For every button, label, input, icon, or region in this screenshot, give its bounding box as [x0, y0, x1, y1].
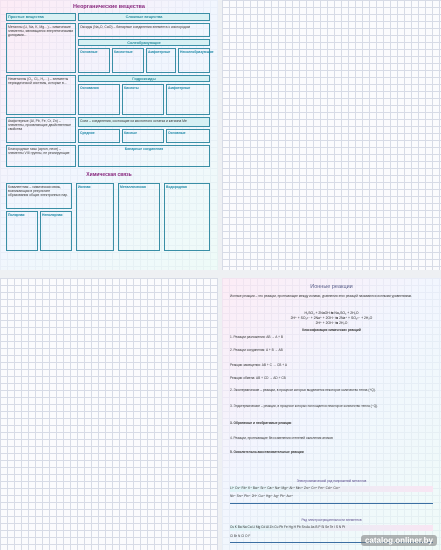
- salt-forming-header: Солеобразующие: [78, 39, 210, 46]
- reaction-no-oxidation: 4. Реакции, протекающие без изменения степеней окисления атомов: [230, 436, 333, 440]
- acid-salts: Кислые: [122, 129, 164, 143]
- amph-hydroxides-cell: Амфотерные: [166, 84, 210, 115]
- electronegativity-row2: Cl Br N Cl O F: [230, 534, 251, 538]
- reaction-exchange: Реакции обмена: AB + CD → AD + CB: [230, 376, 286, 380]
- covalent-cell: Ковалентная – химическая связь, возникающая в результате образования общих электронных пар.: [6, 183, 72, 209]
- reaction-exothermic: 2. Экзотермические – реакции, в процессе которых выделяется некоторое количество тепла (+Q).: [230, 388, 376, 392]
- ionic-cell: Ионная: [76, 183, 114, 251]
- ionic-title: Ионные реакции: [310, 284, 353, 290]
- page-bottom-right: [222, 278, 441, 550]
- nonpolar-cell: Неполярная: [40, 211, 72, 251]
- classification-title: Классификация химических реакций: [302, 328, 361, 332]
- basic-salts: Основные: [166, 129, 210, 143]
- voltage-series-title: Электрохимический ряд напряжений металлов: [296, 479, 367, 483]
- page-top-right: [222, 0, 441, 270]
- ionic-intro: Ионные реакции – это реакции, протекающие между ионами, уравнения этих реакций называются ионными уравнениями.: [230, 294, 413, 298]
- binary-compounds: Бинарные соединения: [78, 145, 210, 167]
- polar-cell: Полярная: [6, 211, 38, 251]
- page-top-left: [0, 0, 218, 270]
- metals-cell: Металлы (Li, Na, K, Mg…) – химические элементы, являющиеся энергетическими донорами...: [6, 23, 76, 73]
- reaction-endothermic: 3. Эндотермические – реакции, в процессе которых поглощается некоторое количество тепла (−Q).: [230, 404, 379, 408]
- voltage-series-row2: Ni²⁺ Sn²⁺ Pb²⁺ 2H⁺ Cu²⁺ Hg²⁺ Ag⁺ Pt²⁺ Au³⁺: [230, 494, 294, 498]
- voltage-arrow: [230, 503, 433, 504]
- voltage-series-row1: Li⁺ Cs⁺ Rb⁺ K⁺ Ba²⁺ Sr²⁺ Ca²⁺ Na⁺ Mg²⁺ Al³⁺ Mn²⁺ Zn²⁺ Cr³⁺ Fe²⁺ Cd²⁺ Co²⁺: [230, 486, 341, 490]
- acidic-oxides: Кислотные: [112, 48, 144, 73]
- equation-2: 2H⁺ + SO₄²⁻ + 2Na⁺ + 2OH⁻ ⇆ 2Na⁺ + SO₄²⁻ + 2H₂O: [290, 316, 373, 320]
- nonsalt-oxides: Несолеобразующие: [178, 48, 210, 73]
- oxides-cell: Оксиды (Na₂O, CaO) – бинарные соединения элемента с кислородом: [78, 23, 210, 37]
- bond-title: Химическая связь: [86, 172, 132, 178]
- amph-oxides: Амфотерные: [146, 48, 176, 73]
- hydroxides-header: Гидроксиды: [78, 75, 210, 82]
- noble-gases-cell: Благородные газы (аргон, неон) – элементы VIII группы, не реагирующие: [6, 145, 76, 167]
- complex-header: Сложные вещества: [78, 13, 210, 21]
- basic-oxides: Основные: [78, 48, 110, 73]
- watermark: catalog.onliner.by: [361, 535, 437, 546]
- amphoteric-cell: Амфотерные (Al, Pb, Fe, Cr, Zn) – элементы, проявляющие двойственные свойства: [6, 117, 76, 143]
- middle-salts: Средние: [78, 129, 120, 143]
- page-bottom-left: [0, 278, 218, 550]
- acids-cell: Кислоты: [122, 84, 164, 115]
- page-title: Неорганические вещества: [73, 4, 145, 10]
- metallic-cell: Металлическая: [118, 183, 160, 251]
- hydrogen-cell: Водородная: [164, 183, 210, 251]
- simple-header: Простые вещества: [6, 13, 76, 21]
- bases-cell: Основания: [78, 84, 120, 115]
- salts-header: Соли – соединения, состоящие из кислотного остатка и катиона Ме: [78, 117, 210, 127]
- reaction-redox: 5. Окислительно-восстановительные реакции: [230, 450, 304, 454]
- electronegativity-title: Ряд электроотрицательности элементов: [301, 518, 362, 522]
- reaction-decomposition: 1. Реакции разложения: AB → A + B: [230, 335, 283, 339]
- nonmetals-cell: Неметаллы (O₂, Cl₂, H₂…) – элементы периодической системы, которые в...: [6, 75, 76, 115]
- equation-3: 2H⁺ + 2OH⁻ ⇆ 2H₂O: [315, 321, 348, 325]
- electronegativity-row1: Cs K Ba Na Ca Li Mg Cd Al Zn Cu Pb Fe Hg H Pb Sn Au As B P Si Se Te I S N Pt: [230, 525, 346, 529]
- reaction-compound: 2. Реакции соединения: A + B → AB: [230, 348, 283, 352]
- equation-1: H₂SO₄ + 2NaOH ⇆ Na₂SO₄ + 2H₂O: [304, 311, 359, 315]
- reaction-reversible: 3. Обратимые и необратимые реакции: [230, 421, 292, 425]
- reaction-substitution: Реакции замещения: AB + C → CB + A: [230, 363, 287, 367]
